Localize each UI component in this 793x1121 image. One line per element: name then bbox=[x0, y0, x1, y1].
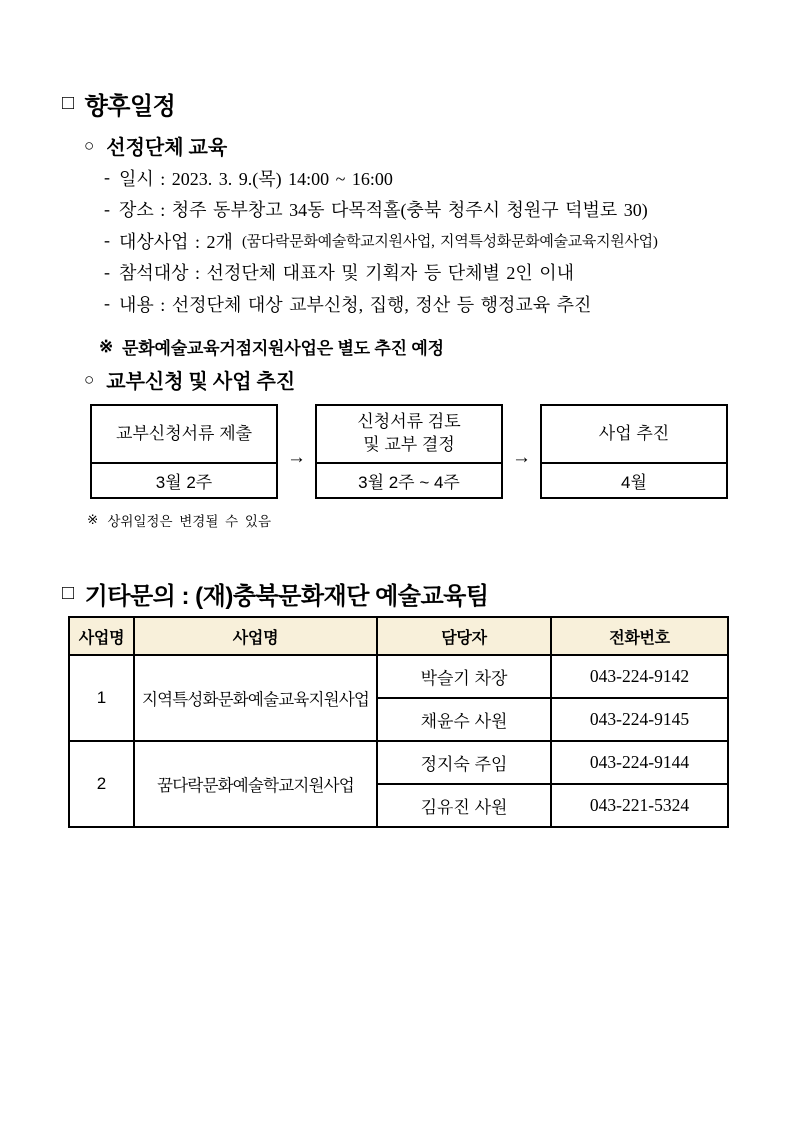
cell-row2-contact2-name: 김유진 사원 bbox=[377, 784, 551, 827]
subsection-heading-grant bbox=[84, 365, 295, 394]
process-flow-diagram bbox=[90, 404, 728, 499]
list-item-location-text: 장소 : 청주 동부창고 34동 다목적홀(충북 청주시 청원구 덕벌로 30) bbox=[119, 200, 648, 221]
list-item-target-projects-paren: (꿈다락문화예술학교지원사업, 지역특성화문화예술교육지원사업) bbox=[241, 234, 658, 251]
column-header-project: 사업명 bbox=[134, 617, 377, 655]
circle-bullet-icon: ○ bbox=[84, 370, 95, 389]
flow-step-submit-title-line1: 교부신청서류 제출 bbox=[115, 423, 253, 443]
training-detail-list bbox=[104, 162, 658, 320]
cell-row1-project: 지역특성화문화예술교육지원사업 bbox=[134, 655, 377, 741]
note-separate-promotion bbox=[99, 334, 444, 359]
cell-row2-contact1-name: 정지숙 주임 bbox=[377, 741, 551, 784]
list-item-datetime bbox=[104, 162, 658, 194]
flow-step-review bbox=[315, 404, 503, 499]
cell-row1-contact1-name: 박슬기 차장 bbox=[377, 655, 551, 698]
column-header-phone: 전화번호 bbox=[551, 617, 728, 655]
list-item-target-projects-text: 대상사업 : 2개 bbox=[119, 231, 233, 252]
subsection-heading-grant-label: 교부신청 및 사업 추진 bbox=[106, 371, 296, 393]
flow-step-submit-period: 3월 2주 bbox=[155, 473, 213, 492]
note-schedule-change bbox=[87, 510, 271, 530]
list-item-datetime-text: 일시 : 2023. 3. 9.(목) 14:00 ~ 16:00 bbox=[119, 168, 393, 189]
list-item-content bbox=[104, 288, 658, 320]
subsection-heading-training bbox=[84, 131, 227, 160]
circle-bullet-icon: ○ bbox=[84, 136, 95, 155]
column-header-no: 사업명 bbox=[69, 617, 134, 655]
column-header-person: 담당자 bbox=[377, 617, 551, 655]
cell-row1-contact1-phone: 043-224-9142 bbox=[551, 655, 728, 698]
flow-step-submit-title bbox=[92, 406, 276, 464]
subsection-heading-training-label: 선정단체 교육 bbox=[106, 137, 228, 159]
table-row bbox=[69, 741, 728, 784]
cell-row1-no: 1 bbox=[69, 655, 134, 741]
reference-mark-icon: ※ bbox=[87, 512, 99, 527]
dash-bullet-icon: - bbox=[104, 261, 110, 282]
section-heading-future-schedule bbox=[62, 86, 175, 121]
cell-row2-contact1-phone: 043-224-9144 bbox=[551, 741, 728, 784]
flow-step-review-title-line2: 및 교부 결정 bbox=[363, 435, 455, 454]
cell-row2-no: 2 bbox=[69, 741, 134, 827]
contact-table bbox=[68, 616, 729, 828]
note-schedule-change-text: 상위일정은 변경될 수 있음 bbox=[107, 514, 272, 529]
table-header-row bbox=[69, 617, 728, 655]
reference-mark-icon: ※ bbox=[99, 336, 114, 356]
flow-step-review-title-line1: 신청서류 검토 bbox=[357, 412, 461, 432]
list-item-content-text: 내용 : 선정단체 대상 교부신청, 집행, 정산 등 행정교육 추진 bbox=[119, 294, 592, 315]
flow-step-execute-title-line1: 사업 추진 bbox=[598, 423, 670, 443]
note-separate-promotion-text: 문화예술교육거점지원사업은 별도 추진 예정 bbox=[122, 339, 444, 358]
cell-row1-contact2-name: 채윤수 사원 bbox=[377, 698, 551, 741]
dash-bullet-icon: - bbox=[104, 293, 110, 314]
list-item-location bbox=[104, 194, 658, 226]
cell-row2-contact2-phone: 043-221-5324 bbox=[551, 784, 728, 827]
list-item-attendees bbox=[104, 257, 658, 289]
section-heading-contact-label: 기타문의 : (재)충북문화재단 예술교육팀 bbox=[84, 583, 489, 610]
flow-step-submit bbox=[90, 404, 278, 499]
arrow-right-icon: → bbox=[512, 446, 531, 468]
list-item-attendees-text: 참석대상 : 선정단체 대표자 및 기획자 등 단체별 2인 이내 bbox=[119, 263, 575, 284]
list-item-target-projects bbox=[104, 225, 658, 257]
arrow-right-icon: → bbox=[287, 446, 306, 468]
dash-bullet-icon: - bbox=[104, 230, 110, 251]
square-bullet-icon: □ bbox=[62, 581, 74, 604]
flow-step-execute bbox=[540, 404, 728, 499]
dash-bullet-icon: - bbox=[104, 167, 110, 188]
dash-bullet-icon: - bbox=[104, 198, 110, 219]
flow-step-review-title bbox=[317, 406, 501, 464]
cell-row2-project: 꿈다락문화예술학교지원사업 bbox=[134, 741, 377, 827]
flow-step-review-period: 3월 2주 ~ 4주 bbox=[358, 473, 460, 492]
section-heading-contact bbox=[62, 576, 489, 611]
flow-step-execute-period: 4월 bbox=[621, 473, 647, 492]
section-heading-future-schedule-label: 향후일정 bbox=[84, 93, 176, 120]
flow-step-execute-title bbox=[542, 406, 726, 464]
square-bullet-icon: □ bbox=[62, 91, 74, 114]
table-row bbox=[69, 655, 728, 698]
cell-row1-contact2-phone: 043-224-9145 bbox=[551, 698, 728, 741]
